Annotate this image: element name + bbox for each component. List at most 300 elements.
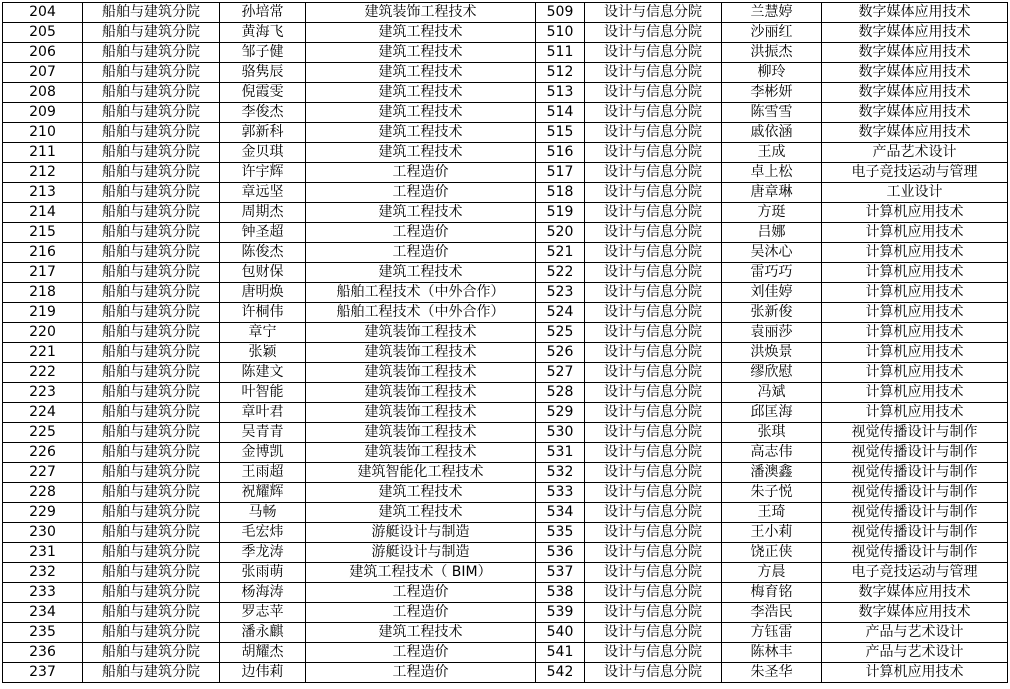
right-department-cell: 设计与信息分院	[585, 83, 722, 103]
table-row	[3, 163, 1008, 183]
left-name-cell: 吴青青	[220, 423, 306, 443]
left-number-cell: 227	[3, 463, 83, 483]
left-number-cell: 205	[3, 23, 83, 43]
right-number-cell: 514	[536, 103, 585, 123]
right-number-cell: 534	[536, 503, 585, 523]
table-row	[3, 303, 1008, 323]
left-name-cell: 边伟莉	[220, 663, 306, 683]
left-number-cell: 218	[3, 283, 83, 303]
right-major-cell: 计算机应用技术	[822, 223, 1008, 243]
right-major-cell: 视觉传播设计与制作	[822, 543, 1008, 563]
left-department-cell: 船舶与建筑分院	[83, 383, 220, 403]
right-name-cell: 王琦	[722, 503, 822, 523]
left-major-cell: 游艇设计与制造	[306, 523, 536, 543]
right-name-cell: 邱匡海	[722, 403, 822, 423]
left-major-cell: 工程造价	[306, 243, 536, 263]
left-name-cell: 李俊杰	[220, 103, 306, 123]
right-name-cell: 方珽	[722, 203, 822, 223]
right-name-cell: 陈雪雪	[722, 103, 822, 123]
right-department-cell: 设计与信息分院	[585, 283, 722, 303]
right-major-cell: 计算机应用技术	[822, 323, 1008, 343]
table-row	[3, 83, 1008, 103]
left-name-cell: 毛宏炜	[220, 523, 306, 543]
left-department-cell: 船舶与建筑分院	[83, 243, 220, 263]
right-department-cell: 设计与信息分院	[585, 223, 722, 243]
left-major-cell: 建筑工程技术	[306, 23, 536, 43]
left-department-cell: 船舶与建筑分院	[83, 423, 220, 443]
left-number-cell: 237	[3, 663, 83, 683]
right-department-cell: 设计与信息分院	[585, 403, 722, 423]
table-row	[3, 423, 1008, 443]
left-major-cell: 建筑工程技术	[306, 123, 536, 143]
roster-table	[2, 2, 1008, 683]
right-major-cell: 计算机应用技术	[822, 283, 1008, 303]
left-department-cell: 船舶与建筑分院	[83, 303, 220, 323]
left-name-cell: 王雨超	[220, 463, 306, 483]
left-number-cell: 214	[3, 203, 83, 223]
left-major-cell: 游艇设计与制造	[306, 543, 536, 563]
right-number-cell: 538	[536, 583, 585, 603]
left-name-cell: 胡耀杰	[220, 643, 306, 663]
right-major-cell: 数字媒体应用技术	[822, 23, 1008, 43]
left-number-cell: 235	[3, 623, 83, 643]
right-number-cell: 533	[536, 483, 585, 503]
table-row	[3, 623, 1008, 643]
table-body	[3, 3, 1008, 683]
left-department-cell: 船舶与建筑分院	[83, 563, 220, 583]
right-number-cell: 530	[536, 423, 585, 443]
left-department-cell: 船舶与建筑分院	[83, 23, 220, 43]
table-row	[3, 143, 1008, 163]
table-row	[3, 383, 1008, 403]
left-department-cell: 船舶与建筑分院	[83, 623, 220, 643]
left-name-cell: 罗志苹	[220, 603, 306, 623]
right-department-cell: 设计与信息分院	[585, 243, 722, 263]
right-number-cell: 524	[536, 303, 585, 323]
right-name-cell: 雷巧巧	[722, 263, 822, 283]
left-number-cell: 221	[3, 343, 83, 363]
right-number-cell: 531	[536, 443, 585, 463]
table-row	[3, 563, 1008, 583]
left-major-cell: 建筑工程技术	[306, 263, 536, 283]
left-name-cell: 倪霞雯	[220, 83, 306, 103]
table-row	[3, 583, 1008, 603]
left-department-cell: 船舶与建筑分院	[83, 583, 220, 603]
left-number-cell: 219	[3, 303, 83, 323]
right-number-cell: 512	[536, 63, 585, 83]
right-name-cell: 朱子悦	[722, 483, 822, 503]
right-number-cell: 518	[536, 183, 585, 203]
right-number-cell: 510	[536, 23, 585, 43]
right-name-cell: 高志伟	[722, 443, 822, 463]
right-name-cell: 李浩民	[722, 603, 822, 623]
table-row	[3, 503, 1008, 523]
right-name-cell: 卓上松	[722, 163, 822, 183]
right-department-cell: 设计与信息分院	[585, 343, 722, 363]
table-row	[3, 443, 1008, 463]
left-department-cell: 船舶与建筑分院	[83, 443, 220, 463]
table-row	[3, 183, 1008, 203]
left-name-cell: 章宁	[220, 323, 306, 343]
table-row	[3, 343, 1008, 363]
right-major-cell: 视觉传播设计与制作	[822, 523, 1008, 543]
right-department-cell: 设计与信息分院	[585, 603, 722, 623]
left-number-cell: 230	[3, 523, 83, 543]
right-number-cell: 517	[536, 163, 585, 183]
right-number-cell: 535	[536, 523, 585, 543]
left-major-cell: 建筑装饰工程技术	[306, 363, 536, 383]
right-number-cell: 537	[536, 563, 585, 583]
right-name-cell: 方晨	[722, 563, 822, 583]
left-major-cell: 工程造价	[306, 643, 536, 663]
left-name-cell: 金博凯	[220, 443, 306, 463]
right-number-cell: 541	[536, 643, 585, 663]
left-number-cell: 211	[3, 143, 83, 163]
left-major-cell: 建筑智能化工程技术	[306, 463, 536, 483]
left-major-cell: 建筑工程技术	[306, 203, 536, 223]
left-major-cell: 工程造价	[306, 163, 536, 183]
right-major-cell: 计算机应用技术	[822, 203, 1008, 223]
left-number-cell: 234	[3, 603, 83, 623]
left-major-cell: 船舶工程技术（中外合作）	[306, 303, 536, 323]
right-name-cell: 洪振杰	[722, 43, 822, 63]
left-major-cell: 建筑工程技术	[306, 623, 536, 643]
right-department-cell: 设计与信息分院	[585, 563, 722, 583]
right-name-cell: 沙丽红	[722, 23, 822, 43]
left-name-cell: 金贝琪	[220, 143, 306, 163]
left-name-cell: 周期杰	[220, 203, 306, 223]
left-department-cell: 船舶与建筑分院	[83, 43, 220, 63]
right-number-cell: 521	[536, 243, 585, 263]
left-major-cell: 建筑装饰工程技术	[306, 403, 536, 423]
left-name-cell: 叶智能	[220, 383, 306, 403]
right-major-cell: 数字媒体应用技术	[822, 63, 1008, 83]
right-name-cell: 王小莉	[722, 523, 822, 543]
right-number-cell: 539	[536, 603, 585, 623]
left-number-cell: 226	[3, 443, 83, 463]
right-department-cell: 设计与信息分院	[585, 643, 722, 663]
left-name-cell: 杨海涛	[220, 583, 306, 603]
left-number-cell: 206	[3, 43, 83, 63]
right-name-cell: 刘佳婷	[722, 283, 822, 303]
left-major-cell: 建筑装饰工程技术	[306, 343, 536, 363]
right-department-cell: 设计与信息分院	[585, 203, 722, 223]
table-row	[3, 323, 1008, 343]
right-number-cell: 540	[536, 623, 585, 643]
left-major-cell: 建筑装饰工程技术	[306, 443, 536, 463]
right-major-cell: 计算机应用技术	[822, 243, 1008, 263]
right-major-cell: 视觉传播设计与制作	[822, 503, 1008, 523]
right-department-cell: 设计与信息分院	[585, 323, 722, 343]
right-department-cell: 设计与信息分院	[585, 483, 722, 503]
left-name-cell: 包财保	[220, 263, 306, 283]
right-department-cell: 设计与信息分院	[585, 163, 722, 183]
left-department-cell: 船舶与建筑分院	[83, 343, 220, 363]
right-major-cell: 数字媒体应用技术	[822, 83, 1008, 103]
right-major-cell: 计算机应用技术	[822, 343, 1008, 363]
right-number-cell: 520	[536, 223, 585, 243]
left-major-cell: 建筑工程技术	[306, 503, 536, 523]
left-department-cell: 船舶与建筑分院	[83, 643, 220, 663]
table-row	[3, 463, 1008, 483]
right-department-cell: 设计与信息分院	[585, 303, 722, 323]
left-major-cell: 工程造价	[306, 183, 536, 203]
right-number-cell: 536	[536, 543, 585, 563]
right-number-cell: 542	[536, 663, 585, 683]
right-department-cell: 设计与信息分院	[585, 523, 722, 543]
left-department-cell: 船舶与建筑分院	[83, 103, 220, 123]
left-major-cell: 建筑工程技术	[306, 43, 536, 63]
right-name-cell: 王成	[722, 143, 822, 163]
table-row	[3, 43, 1008, 63]
right-major-cell: 数字媒体应用技术	[822, 103, 1008, 123]
left-number-cell: 217	[3, 263, 83, 283]
table-row	[3, 243, 1008, 263]
left-number-cell: 224	[3, 403, 83, 423]
right-department-cell: 设计与信息分院	[585, 503, 722, 523]
left-department-cell: 船舶与建筑分院	[83, 323, 220, 343]
left-number-cell: 213	[3, 183, 83, 203]
left-number-cell: 232	[3, 563, 83, 583]
left-department-cell: 船舶与建筑分院	[83, 463, 220, 483]
right-number-cell: 529	[536, 403, 585, 423]
right-major-cell: 数字媒体应用技术	[822, 3, 1008, 23]
left-major-cell: 工程造价	[306, 603, 536, 623]
right-department-cell: 设计与信息分院	[585, 123, 722, 143]
left-major-cell: 工程造价	[306, 663, 536, 683]
right-name-cell: 洪焕景	[722, 343, 822, 363]
left-number-cell: 229	[3, 503, 83, 523]
table-row	[3, 363, 1008, 383]
right-major-cell: 电子竞技运动与管理	[822, 163, 1008, 183]
right-department-cell: 设计与信息分院	[585, 23, 722, 43]
left-major-cell: 工程造价	[306, 583, 536, 603]
left-name-cell: 许桐伟	[220, 303, 306, 323]
right-name-cell: 戚依涵	[722, 123, 822, 143]
left-name-cell: 张雨萌	[220, 563, 306, 583]
right-name-cell: 方钰雷	[722, 623, 822, 643]
right-major-cell: 数字媒体应用技术	[822, 583, 1008, 603]
left-number-cell: 220	[3, 323, 83, 343]
right-number-cell: 522	[536, 263, 585, 283]
left-department-cell: 船舶与建筑分院	[83, 223, 220, 243]
right-department-cell: 设计与信息分院	[585, 63, 722, 83]
right-major-cell: 计算机应用技术	[822, 383, 1008, 403]
left-major-cell: 建筑工程技术	[306, 63, 536, 83]
table-row	[3, 283, 1008, 303]
left-name-cell: 孙培常	[220, 3, 306, 23]
right-name-cell: 李彬妍	[722, 83, 822, 103]
right-number-cell: 526	[536, 343, 585, 363]
table-row	[3, 103, 1008, 123]
left-number-cell: 228	[3, 483, 83, 503]
right-number-cell: 516	[536, 143, 585, 163]
table-row	[3, 3, 1008, 23]
right-name-cell: 唐章琳	[722, 183, 822, 203]
left-name-cell: 钟圣超	[220, 223, 306, 243]
table-row	[3, 403, 1008, 423]
left-department-cell: 船舶与建筑分院	[83, 603, 220, 623]
right-department-cell: 设计与信息分院	[585, 663, 722, 683]
right-major-cell: 数字媒体应用技术	[822, 43, 1008, 63]
left-major-cell: 建筑装饰工程技术	[306, 383, 536, 403]
left-department-cell: 船舶与建筑分院	[83, 163, 220, 183]
left-name-cell: 郭新科	[220, 123, 306, 143]
left-major-cell: 建筑装饰工程技术	[306, 423, 536, 443]
table-row	[3, 223, 1008, 243]
right-name-cell: 张新俊	[722, 303, 822, 323]
right-major-cell: 计算机应用技术	[822, 363, 1008, 383]
left-department-cell: 船舶与建筑分院	[83, 63, 220, 83]
left-name-cell: 潘永麒	[220, 623, 306, 643]
right-major-cell: 产品艺术设计	[822, 143, 1008, 163]
right-major-cell: 数字媒体应用技术	[822, 123, 1008, 143]
left-name-cell: 陈建文	[220, 363, 306, 383]
right-name-cell: 吴沐心	[722, 243, 822, 263]
left-department-cell: 船舶与建筑分院	[83, 523, 220, 543]
right-name-cell: 冯斌	[722, 383, 822, 403]
table-row	[3, 523, 1008, 543]
left-major-cell: 建筑工程技术	[306, 83, 536, 103]
left-department-cell: 船舶与建筑分院	[83, 503, 220, 523]
right-department-cell: 设计与信息分院	[585, 623, 722, 643]
table-row	[3, 23, 1008, 43]
right-number-cell: 513	[536, 83, 585, 103]
right-name-cell: 梅育铭	[722, 583, 822, 603]
right-department-cell: 设计与信息分院	[585, 363, 722, 383]
left-major-cell: 建筑工程技术（ BIM）	[306, 563, 536, 583]
left-number-cell: 222	[3, 363, 83, 383]
table-row	[3, 63, 1008, 83]
left-number-cell: 215	[3, 223, 83, 243]
right-department-cell: 设计与信息分院	[585, 583, 722, 603]
table-row	[3, 643, 1008, 663]
right-department-cell: 设计与信息分院	[585, 383, 722, 403]
left-major-cell: 建筑装饰工程技术	[306, 323, 536, 343]
left-name-cell: 季龙涛	[220, 543, 306, 563]
left-department-cell: 船舶与建筑分院	[83, 663, 220, 683]
left-name-cell: 章叶君	[220, 403, 306, 423]
right-number-cell: 525	[536, 323, 585, 343]
left-number-cell: 210	[3, 123, 83, 143]
right-number-cell: 528	[536, 383, 585, 403]
left-department-cell: 船舶与建筑分院	[83, 543, 220, 563]
right-name-cell: 陈林丰	[722, 643, 822, 663]
left-number-cell: 212	[3, 163, 83, 183]
left-department-cell: 船舶与建筑分院	[83, 483, 220, 503]
table-row	[3, 123, 1008, 143]
left-department-cell: 船舶与建筑分院	[83, 123, 220, 143]
right-major-cell: 工业设计	[822, 183, 1008, 203]
left-department-cell: 船舶与建筑分院	[83, 403, 220, 423]
right-major-cell: 数字媒体应用技术	[822, 603, 1008, 623]
left-number-cell: 207	[3, 63, 83, 83]
table-row	[3, 203, 1008, 223]
right-name-cell: 潘澳鑫	[722, 463, 822, 483]
right-major-cell: 产品与艺术设计	[822, 643, 1008, 663]
right-name-cell: 袁丽莎	[722, 323, 822, 343]
left-name-cell: 张颖	[220, 343, 306, 363]
left-name-cell: 黄海飞	[220, 23, 306, 43]
table-row	[3, 603, 1008, 623]
right-number-cell: 519	[536, 203, 585, 223]
table-row	[3, 483, 1008, 503]
right-major-cell: 视觉传播设计与制作	[822, 483, 1008, 503]
right-department-cell: 设计与信息分院	[585, 263, 722, 283]
left-major-cell: 建筑装饰工程技术	[306, 3, 536, 23]
right-department-cell: 设计与信息分院	[585, 143, 722, 163]
left-number-cell: 204	[3, 3, 83, 23]
right-major-cell: 电子竞技运动与管理	[822, 563, 1008, 583]
right-major-cell: 视觉传播设计与制作	[822, 443, 1008, 463]
left-name-cell: 邹子健	[220, 43, 306, 63]
right-major-cell: 视觉传播设计与制作	[822, 423, 1008, 443]
right-department-cell: 设计与信息分院	[585, 183, 722, 203]
right-major-cell: 计算机应用技术	[822, 263, 1008, 283]
right-department-cell: 设计与信息分院	[585, 463, 722, 483]
right-name-cell: 张琪	[722, 423, 822, 443]
right-name-cell: 兰慧婷	[722, 3, 822, 23]
right-number-cell: 511	[536, 43, 585, 63]
left-name-cell: 马畅	[220, 503, 306, 523]
left-number-cell: 236	[3, 643, 83, 663]
right-number-cell: 515	[536, 123, 585, 143]
left-major-cell: 建筑工程技术	[306, 103, 536, 123]
left-name-cell: 陈俊杰	[220, 243, 306, 263]
left-name-cell: 许宇辉	[220, 163, 306, 183]
left-department-cell: 船舶与建筑分院	[83, 143, 220, 163]
right-name-cell: 吕娜	[722, 223, 822, 243]
right-name-cell: 缪欣慰	[722, 363, 822, 383]
left-number-cell: 208	[3, 83, 83, 103]
table-row	[3, 663, 1008, 683]
left-number-cell: 231	[3, 543, 83, 563]
right-department-cell: 设计与信息分院	[585, 43, 722, 63]
left-department-cell: 船舶与建筑分院	[83, 363, 220, 383]
left-major-cell: 建筑工程技术	[306, 143, 536, 163]
left-major-cell: 建筑工程技术	[306, 483, 536, 503]
right-department-cell: 设计与信息分院	[585, 103, 722, 123]
left-number-cell: 209	[3, 103, 83, 123]
right-department-cell: 设计与信息分院	[585, 543, 722, 563]
left-number-cell: 233	[3, 583, 83, 603]
left-major-cell: 工程造价	[306, 223, 536, 243]
right-department-cell: 设计与信息分院	[585, 443, 722, 463]
left-department-cell: 船舶与建筑分院	[83, 263, 220, 283]
left-department-cell: 船舶与建筑分院	[83, 203, 220, 223]
right-department-cell: 设计与信息分院	[585, 423, 722, 443]
left-department-cell: 船舶与建筑分院	[83, 283, 220, 303]
left-department-cell: 船舶与建筑分院	[83, 83, 220, 103]
left-number-cell: 216	[3, 243, 83, 263]
right-name-cell: 朱圣华	[722, 663, 822, 683]
right-number-cell: 523	[536, 283, 585, 303]
right-number-cell: 532	[536, 463, 585, 483]
left-name-cell: 祝耀辉	[220, 483, 306, 503]
right-name-cell: 饶正侠	[722, 543, 822, 563]
right-name-cell: 柳玲	[722, 63, 822, 83]
right-major-cell: 视觉传播设计与制作	[822, 463, 1008, 483]
left-name-cell: 唐明焕	[220, 283, 306, 303]
right-major-cell: 产品与艺术设计	[822, 623, 1008, 643]
table-row	[3, 543, 1008, 563]
right-department-cell: 设计与信息分院	[585, 3, 722, 23]
left-name-cell: 章远坚	[220, 183, 306, 203]
left-department-cell: 船舶与建筑分院	[83, 183, 220, 203]
table-row	[3, 263, 1008, 283]
right-major-cell: 计算机应用技术	[822, 663, 1008, 683]
right-major-cell: 计算机应用技术	[822, 303, 1008, 323]
